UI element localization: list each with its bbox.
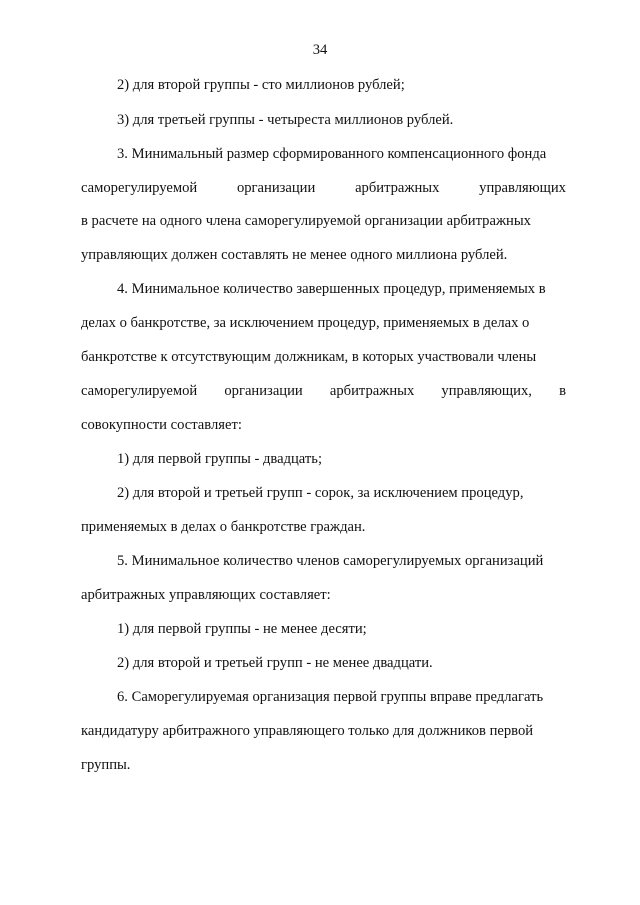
para3-line2 [81, 180, 566, 197]
word: саморегулируемой [81, 383, 198, 399]
para4-item-2: 2) для второй и третьей групп - сорок, за исключением процедур, [117, 485, 524, 501]
para3-line4: управляющих должен составлять не менее одного миллиона рублей. [81, 247, 508, 263]
word: арбитражных [329, 383, 415, 399]
para4-line4 [81, 383, 566, 400]
word: саморегулируемой [81, 180, 198, 196]
para4-item-1: 1) для первой группы - двадцать; [117, 451, 322, 467]
word: арбитражных [355, 180, 440, 196]
para6-line3: группы. [81, 757, 131, 773]
para3-line3: в расчете на одного члена саморегулируемой организации арбитражных [81, 213, 531, 229]
para4-line5: совокупности составляет: [81, 417, 242, 433]
word: в [559, 383, 566, 399]
item-2-group: 2) для второй группы - сто миллионов рублей; [117, 77, 405, 93]
word: организации [236, 180, 316, 196]
para4-line3: банкротстве к отсутствующим должникам, в которых участвовали члены [81, 349, 537, 365]
para5-line1: 5. Минимальное количество членов саморегулируемых организаций [117, 553, 544, 569]
item-3-group: 3) для третьей группы - четыреста миллионов рублей. [117, 112, 454, 128]
para5-item-1: 1) для первой группы - не менее десяти; [117, 621, 367, 637]
para6-line1: 6. Саморегулируемая организация первой группы вправе предлагать [117, 689, 544, 705]
para5-item-2: 2) для второй и третьей групп - не менее двадцати. [117, 655, 433, 671]
para4-line6: применяемых в делах о банкротстве граждан. [81, 519, 366, 535]
para6-line2: кандидатуру арбитражного управляющего только для должников первой [81, 723, 534, 739]
para3-line1-text: 3. Минимальный размер сформированного компенсационного фонда [117, 146, 547, 162]
para5-line2: арбитражных управляющих составляет: [81, 587, 331, 603]
word: управляющих [479, 180, 566, 196]
para4-line1: 4. Минимальное количество завершенных процедур, применяемых в [117, 281, 546, 297]
word: организации [224, 383, 303, 399]
para3-line1 [117, 146, 566, 163]
para4-line2: делах о банкротстве, за исключением процедур, применяемых в делах о [81, 315, 530, 331]
word: управляющих, [441, 383, 532, 399]
page-number: 34 [312, 42, 328, 58]
